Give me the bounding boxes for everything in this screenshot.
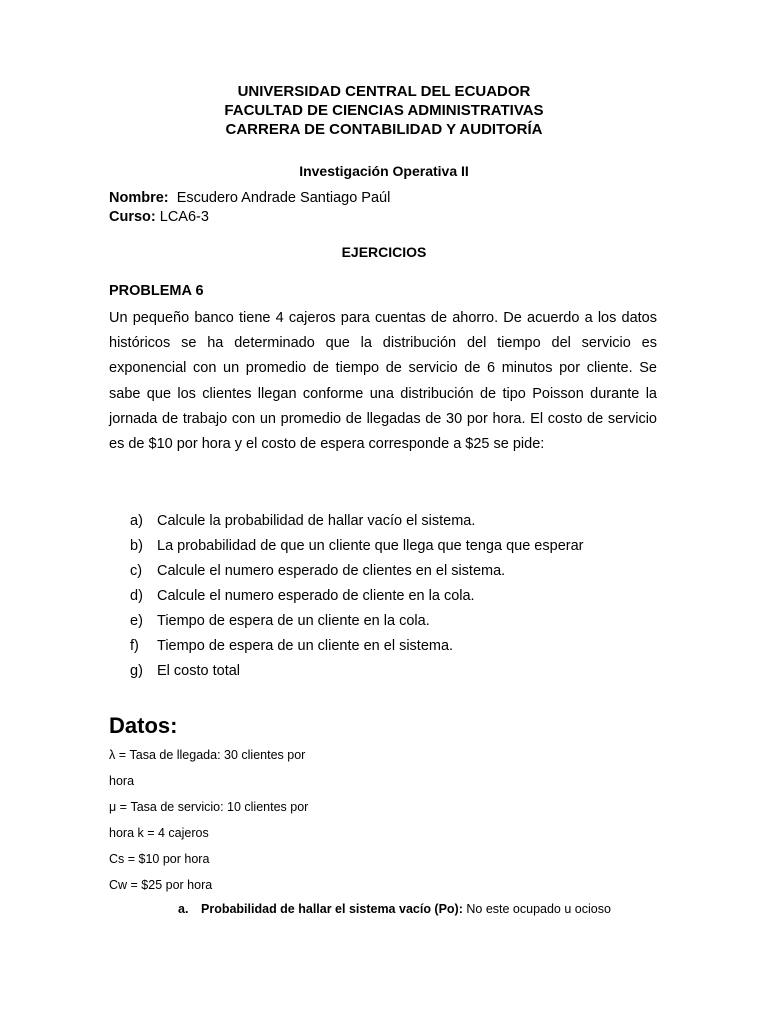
list-item: a) Calcule la probabilidad de hallar vacío el sistema.	[130, 513, 476, 529]
student-course	[109, 209, 209, 225]
datos-line: λ = Tasa de llegada: 30 clientes por	[109, 748, 306, 762]
name-value: Escudero Andrade Santiago Paúl	[176, 190, 391, 206]
header-line-1: UNIVERSIDAD CENTRAL DEL ECUADOR	[237, 83, 531, 100]
part-a-label: a.	[178, 902, 189, 916]
subject-title: Investigación Operativa II	[299, 163, 469, 179]
list-item: d) Calcule el numero esperado de cliente en la cola.	[130, 588, 475, 604]
datos-line: Cs = $10 por hora	[109, 852, 210, 866]
list-item: b) La probabilidad de que un cliente que llega que tenga que esperar	[130, 538, 584, 554]
university-header	[0, 82, 768, 139]
list-item: c) Calcule el numero esperado de clientes en el sistema.	[130, 563, 506, 579]
header-line-3: CARRERA DE CONTABILIDAD Y AUDITORÍA	[225, 121, 543, 138]
datos-line: hora	[109, 774, 135, 788]
part-a-text: No este ocupado u ocioso	[462, 902, 611, 916]
datos-line: μ = Tasa de servicio: 10 clientes por	[109, 800, 309, 814]
problem-statement: Un pequeño banco tiene 4 cajeros para cuentas de ahorro. De acuerdo a los datos históricos se ha determinado que la distribución del tiempo del servicio es exponencial con un promedio de tiempo de servicio de 6 minutos por cliente. Se sabe que los clientes llegan conforme una distribución de tipo Poisson durante la jornada de trabajo con un promedio de llegadas de 30 por hora. El costo de servicio es de $10 por hora y el costo de espera corresponde a $25 se pide:	[109, 310, 657, 453]
list-item: f) Tiempo de espera de un cliente en el sistema.	[130, 638, 454, 654]
datos-line: Cw = $25 por hora	[109, 878, 213, 892]
list-item: g) El costo total	[130, 663, 241, 679]
problem-title: PROBLEMA 6	[109, 283, 204, 299]
student-name	[109, 190, 390, 206]
datos-heading: Datos:	[109, 713, 178, 738]
list-item: e) Tiempo de espera de un cliente en la cola.	[130, 613, 430, 629]
section-title: EJERCICIOS	[341, 244, 427, 260]
name-label: Nombre:	[109, 190, 169, 206]
header-line-2: FACULTAD DE CIENCIAS ADMINISTRATIVAS	[224, 102, 544, 119]
part-a-heading	[178, 902, 611, 916]
datos-list	[109, 742, 308, 898]
course-label: Curso:	[109, 209, 156, 225]
questions-list	[130, 509, 583, 684]
part-a-bold: Probabilidad de hallar el sistema vacío (Po):	[201, 902, 463, 916]
datos-line: hora k = 4 cajeros	[109, 826, 209, 840]
course-value: LCA6-3	[159, 209, 209, 225]
